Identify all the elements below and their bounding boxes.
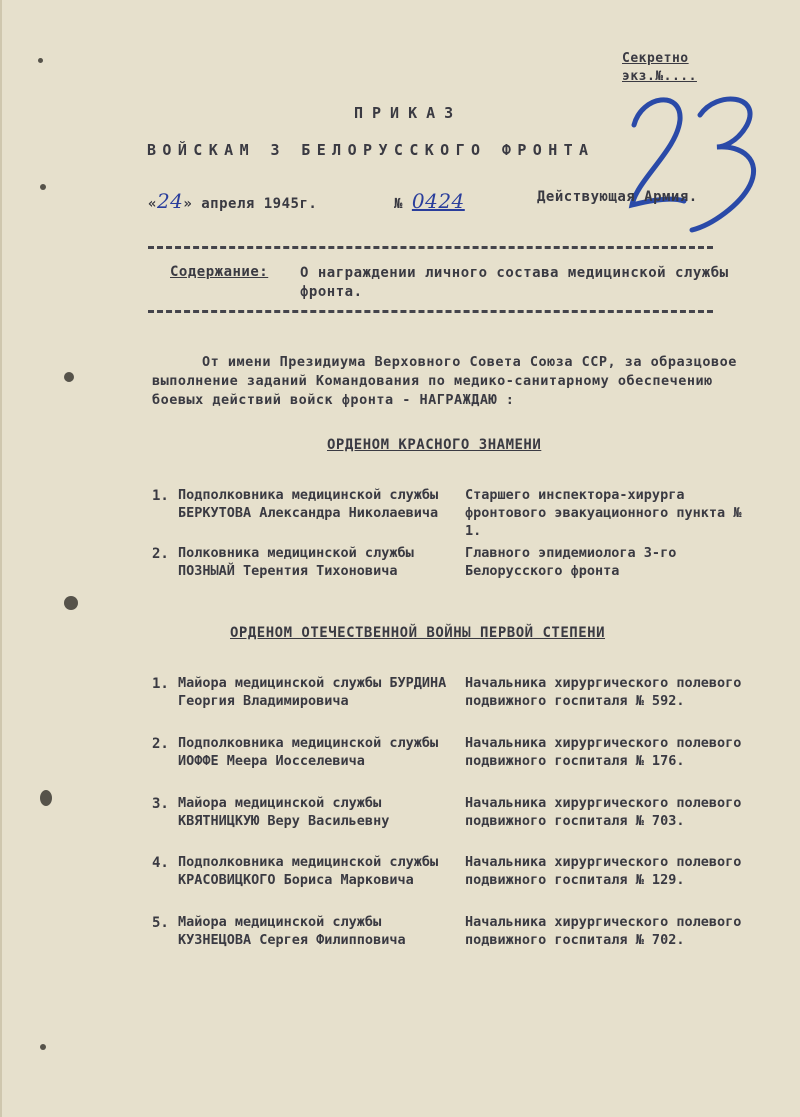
handwritten-order-number: 0424 xyxy=(411,189,465,213)
document-title: ПРИКАЗ xyxy=(354,104,463,122)
punch-hole xyxy=(64,372,74,382)
secrecy-stamp xyxy=(622,50,697,86)
copy-number: экз.№.... xyxy=(622,69,697,84)
entry-person: Майора медицинской службы КВЯТНИЦКУЮ Веру Васильевну xyxy=(178,795,390,829)
entry-person: Подполковника медицинской службы ИОФФЕ Меера Иосселевича xyxy=(178,735,439,769)
entry-person: Майора медицинской службы БУРДИНА Георгия Владимировича xyxy=(178,675,447,709)
divider xyxy=(148,310,713,313)
content-text: О награждении личного состава медицинской службы фронта. xyxy=(300,265,729,300)
entry-number: 4. xyxy=(152,855,169,871)
location: Действующая Армия. xyxy=(537,189,698,205)
content-label: Содержание: xyxy=(170,264,269,280)
order-number xyxy=(394,189,465,213)
punch-hole xyxy=(38,58,43,63)
date-line: «24» апреля 1945г. xyxy=(148,189,318,213)
date-rest: апреля 1945г. xyxy=(201,196,318,212)
entry-position: Начальника хирургического полевого подвижного госпиталя № 703. xyxy=(465,795,742,829)
entry-person: Полковника медицинской службы ПОЗНЫАЙ Терентия Тихоновича xyxy=(178,545,414,579)
award-heading: ОРДЕНОМ КРАСНОГО ЗНАМЕНИ xyxy=(327,437,542,453)
entry-person: Подполковника медицинской службы КРАСОВИЦКОГО Бориса Марковича xyxy=(178,854,439,888)
entry-number: 3. xyxy=(152,796,169,812)
punch-hole xyxy=(64,596,78,610)
entry-person: Подполковника медицинской службы БЕРКУТОВА Александра Николаевича xyxy=(178,487,439,521)
number-sign: № xyxy=(394,196,403,212)
entry-position: Старшего инспектора-хирурга фронтового эвакуационного пункта № 1. xyxy=(465,487,742,539)
entry-position: Начальника хирургического полевого подвижного госпиталя № 702. xyxy=(465,914,742,948)
intro-paragraph: От имени Президиума Верховного Совета Союза ССР, за образцовое выполнение заданий Командования по медико-санитарному обеспечению боевых действий войск фронта - НАГРАЖДАЮ : xyxy=(152,354,737,408)
divider xyxy=(148,246,713,249)
handwritten-sheet-number xyxy=(622,85,772,235)
document-subtitle: ВОЙСКАМ 3 БЕЛОРУССКОГО ФРОНТА xyxy=(147,141,595,159)
handwritten-day: 24 xyxy=(156,189,184,213)
entry-number: 1. xyxy=(152,676,169,692)
punch-hole xyxy=(40,1044,46,1050)
entry-position: Начальника хирургического полевого подвижного госпиталя № 129. xyxy=(465,854,742,888)
entry-position: Главного эпидемиолога 3-го Белорусского фронта xyxy=(465,545,677,579)
punch-hole xyxy=(40,184,46,190)
award-heading: ОРДЕНОМ ОТЕЧЕСТВЕННОЙ ВОЙНЫ ПЕРВОЙ СТЕПЕНИ xyxy=(230,625,606,641)
entry-number: 1. xyxy=(152,488,169,504)
entry-number: 5. xyxy=(152,915,169,931)
entry-person: Майора медицинской службы КУЗНЕЦОВА Сергея Филипповича xyxy=(178,914,406,948)
entry-position: Начальника хирургического полевого подвижного госпиталя № 176. xyxy=(465,735,742,769)
punch-hole xyxy=(40,790,52,806)
secret-label: Секретно xyxy=(622,51,689,66)
entry-number: 2. xyxy=(152,736,169,752)
entry-position: Начальника хирургического полевого подвижного госпиталя № 592. xyxy=(465,675,742,709)
entry-number: 2. xyxy=(152,546,169,562)
